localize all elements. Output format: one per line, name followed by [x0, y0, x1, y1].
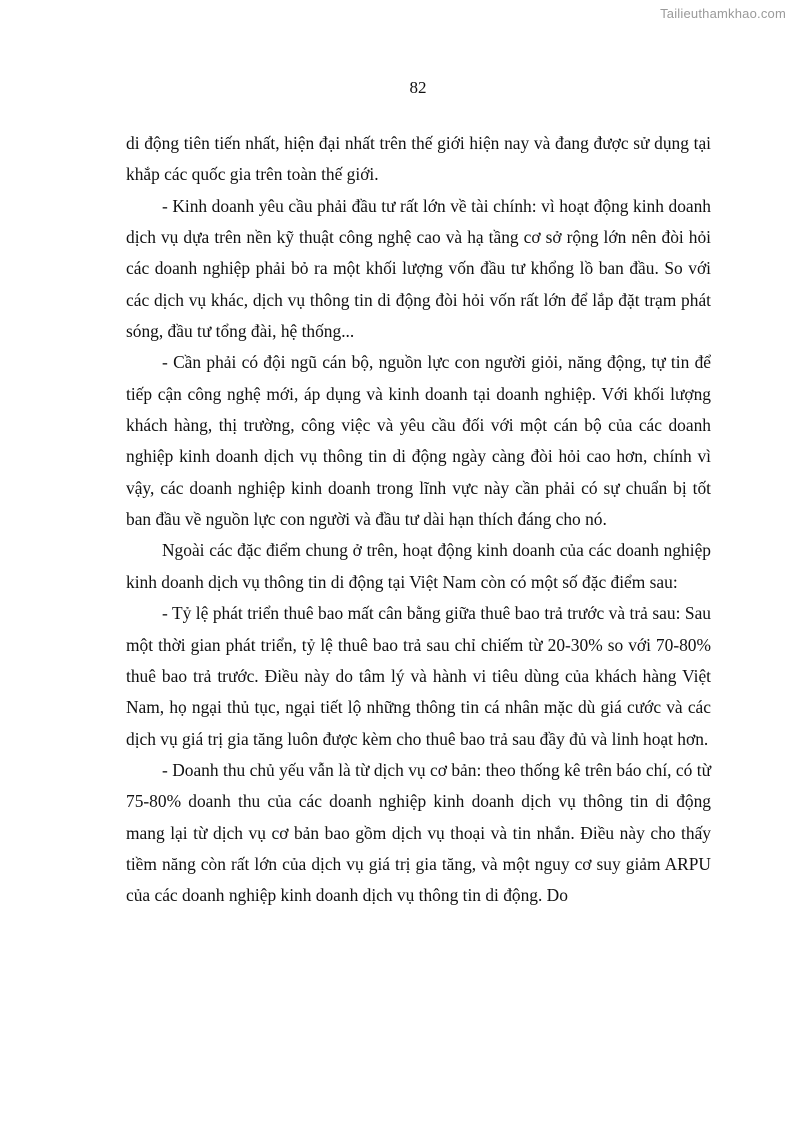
paragraph-financial-investment: - Kinh doanh yêu cầu phải đầu tư rất lớn về tài chính: vì hoạt động kinh doanh dịch vụ dựa trên nền kỹ thuật công nghệ cao và hạ tầng cơ sở rộng lớn nên đòi hỏi các doanh nghiệp phải bỏ ra một khối lượng vốn đầu tư khổng lồ ban đầu. So với các dịch vụ khác, dịch vụ thông tin di động đòi hỏi vốn rất lớn để lắp đặt trạm phát sóng, đầu tư tổng đài, hệ thống...	[126, 195, 711, 342]
watermark-text: Tailieuthamkhao.com	[660, 6, 786, 21]
paragraph-subscriber-ratio: - Tỷ lệ phát triển thuê bao mất cân bằng giữa thuê bao trả trước và trả sau: Sau một thời gian phát triển, tỷ lệ thuê bao trả sau chỉ chiếm từ 20-30% so với 70-80% thuê bao trả trước. Điều này do tâm lý và hành vi tiêu dùng của khách hàng Việt Nam, họ ngại thủ tục, ngại tiết lộ những thông tin cá nhân mặc dù giá cước và các dịch vụ giá trị gia tăng luôn được kèm cho thuê bao trả sau đầy đủ và linh hoạt hơn.	[126, 603, 711, 749]
document-body	[126, 128, 711, 912]
page-number: 82	[409, 78, 427, 97]
paragraph-revenue-source: - Doanh thu chủ yếu vẫn là từ dịch vụ cơ bản: theo thống kê trên báo chí, có từ 75-80% doanh thu của các doanh nghiệp kinh doanh dịch vụ thông tin di động mang lại từ dịch vụ cơ bản bao gồm dịch vụ thoại và tin nhắn. Điều này cho thấy tiềm năng còn rất lớn của dịch vụ giá trị gia tăng, và một nguy cơ suy giảm ARPU của các doanh nghiệp kinh doanh dịch vụ thông tin di động. Do	[126, 759, 711, 906]
paragraph-continuation: di động tiên tiến nhất, hiện đại nhất trên thế giới hiện nay và đang được sử dụng tại khắp các quốc gia trên toàn thế giới.	[126, 133, 711, 185]
paragraph-human-resources: - Cần phải có đội ngũ cán bộ, nguồn lực con người giỏi, năng động, tự tin để tiếp cận công nghệ mới, áp dụng và kinh doanh tại doanh nghiệp. Với khối lượng khách hàng, thị trường, công việc và yêu cầu đối với một cán bộ của các doanh nghiệp kinh doanh dịch vụ thông tin di động ngày càng đòi hỏi cao hơn, chính vì vậy, các doanh nghiệp kinh doanh trong lĩnh vực này cần phải có sự chuẩn bị tốt ban đầu về nguồn lực con người và đầu tư dài hạn thích đáng cho nó.	[126, 352, 711, 530]
paragraph-vietnam-characteristics: Ngoài các đặc điểm chung ở trên, hoạt động kinh doanh của các doanh nghiệp kinh doanh dịch vụ thông tin di động tại Việt Nam còn có một số đặc điểm sau:	[126, 540, 711, 592]
